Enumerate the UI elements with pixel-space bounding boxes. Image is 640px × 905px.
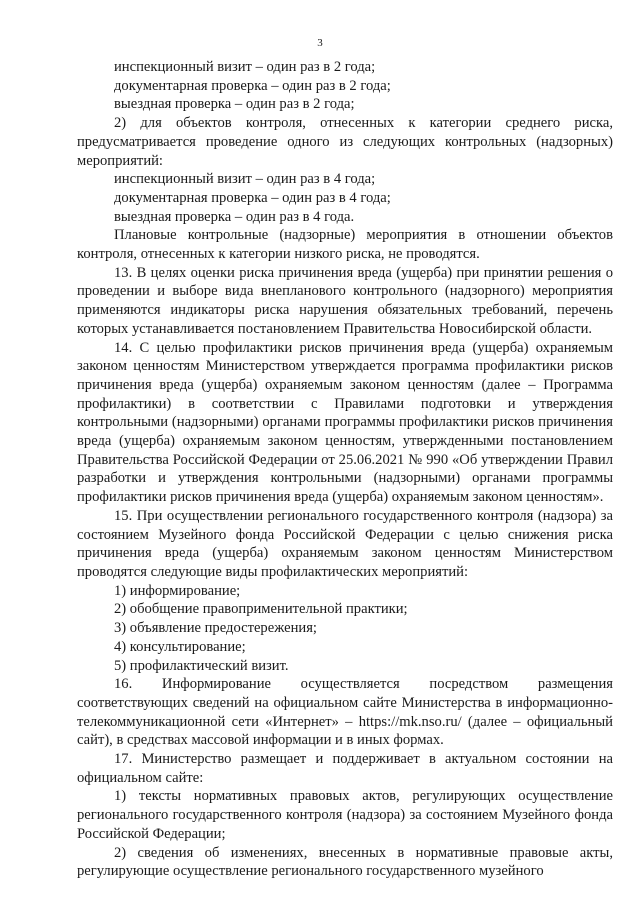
paragraph: инспекционный визит – один раз в 4 года; [114,171,376,188]
paragraph: 17. Министерство размещает и поддерживает в актуальном состоянии на официальном сайте: [77,751,613,786]
paragraph: 13. В целях оценки риска причинения вреда (ущерба) при принятии решения о проведении и выборе вида внепланового контрольного (надзорного) мероприятия применяются индикаторы риска нарушения обязательных требований, перечень которых устанавливается постановлением Правительства Новосибирской области. [77,264,613,337]
paragraph: 14. С целью профилактики рисков причинения вреда (ущерба) охраняемым законом ценностям Министерством утверждается программа профилактики рисков причинения вреда (ущерба) охраняемым законом ценностям (далее – Программа профилактики) в соответствии с Правилами подготовки и утверждения контрольными (надзорными) органами программы профилактики рисков причинения вреда (ущерба) охраняемым законом ценностям, утвержденными постановлением Правительства Российской Федерации от 25.06.2021 № 990 «Об утверждении Правил разработки и утверждения контрольными (надзорными) органами программы профилактики рисков причинения вреда (ущерба) охраняемым законом ценностям». [77,339,613,506]
paragraph: 2) сведения об изменениях, внесенных в нормативные правовые акты, регулирующие осуществление регионального государственного музейного [77,844,613,880]
paragraph: документарная проверка – один раз в 4 года; [114,189,391,206]
paragraph: 1) тексты нормативных правовых актов, регулирующих осуществление регионального государственного контроля (надзора) за состоянием Музейного фонда Российской Федерации; [77,788,613,842]
paragraph: 2) обобщение правоприменительной практики; [114,601,408,618]
paragraph: выездная проверка – один раз в 2 года; [114,96,355,113]
paragraph: инспекционный визит – один раз в 2 года; [114,59,376,75]
paragraph: 1) информирование; [114,582,241,599]
document-body [77,58,613,881]
paragraph: 2) для объектов контроля, отнесенных к категории среднего риска, предусматривается проведение одного из следующих контрольных (надзорных) мероприятий: [77,115,613,169]
paragraph: 5) профилактический визит. [114,657,289,674]
paragraph: 4) консультирование; [114,638,246,655]
paragraph: 16. Информирование осуществляется посредством размещения соответствующих сведений на официальном сайте Министерства в информационно-телекоммуникационной сети «Интернет» – https://mk.nso.ru/ (далее – официальный сайт), в средствах массовой информации и в иных формах. [77,676,613,749]
paragraph: Плановые контрольные (надзорные) мероприятия в отношении объектов контроля, отнесенных к категории низкого риска, не проводятся. [77,227,613,263]
page-number: 3 [317,37,323,49]
paragraph: выездная проверка – один раз в 4 года. [114,208,355,225]
paragraph: 3) объявление предостережения; [114,620,317,637]
paragraph: 15. При осуществлении регионального государственного контроля (надзора) за состоянием Музейного фонда Российской Федерации с целью снижения риска причинения вреда (ущерба) охраняемым законом ценностям Министерством проводятся следующие виды профилактических мероприятий: [77,507,613,580]
paragraph: документарная проверка – один раз в 2 года; [114,77,391,94]
